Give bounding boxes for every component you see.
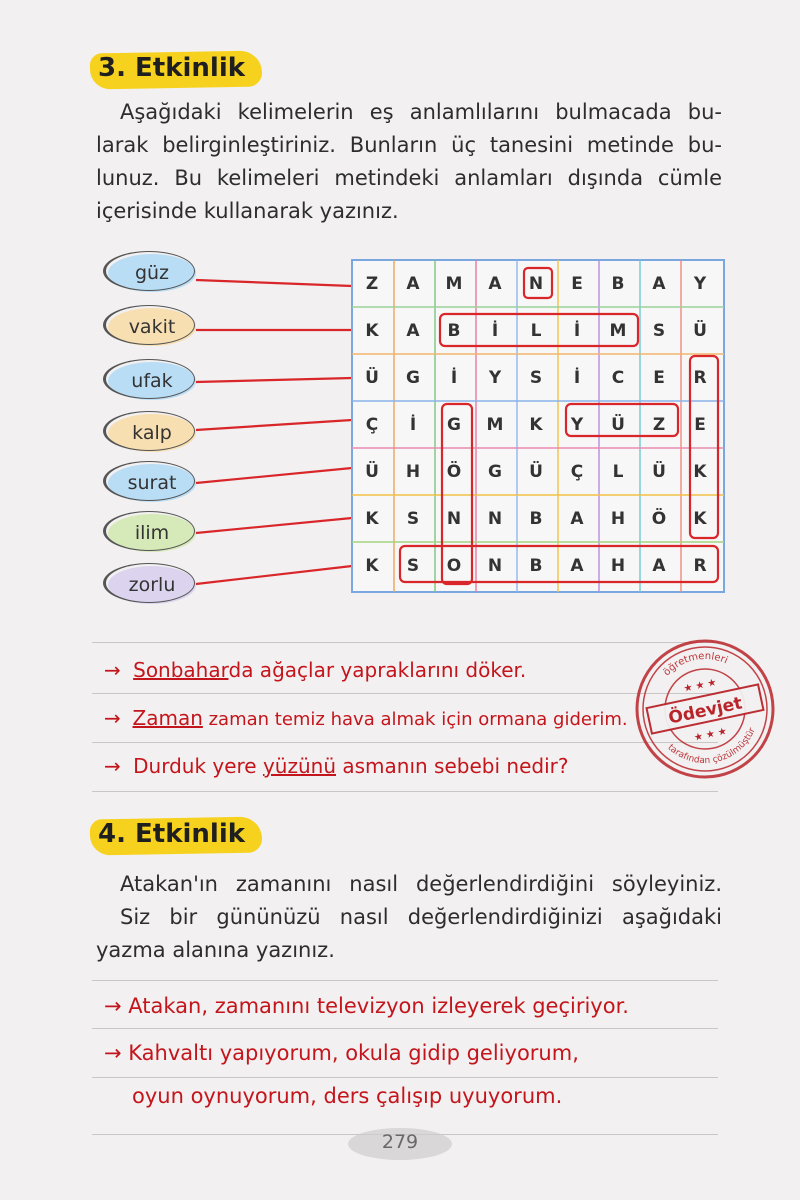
odevjet-stamp — [632, 636, 778, 782]
grid-cell: Ü — [365, 368, 379, 388]
star-icon: ★ ★ ★ — [682, 677, 718, 695]
grid-cell: A — [652, 274, 666, 294]
grid-cell: O — [446, 556, 462, 576]
grid-cell: Y — [570, 415, 584, 435]
word-label: zorlu — [128, 574, 176, 596]
grid-cell: N — [446, 509, 462, 529]
grid-cell: İ — [573, 368, 581, 388]
grid-cell: Ç — [365, 415, 379, 435]
grid-cell: İ — [491, 321, 499, 341]
grid-cell: A — [406, 321, 420, 341]
grid-cell: N — [528, 274, 544, 294]
grid-cell: L — [612, 462, 624, 482]
grid-cell: Ö — [651, 509, 667, 529]
puzzle-grid — [352, 260, 724, 592]
grid-cell: Y — [488, 368, 502, 388]
grid-cell: K — [529, 415, 543, 435]
arrow-icon: → — [104, 706, 121, 730]
grid-cell: K — [365, 556, 379, 576]
grid-cell: K — [365, 321, 379, 341]
grid-cell: B — [529, 556, 543, 576]
grid-cell: Ö — [446, 462, 462, 482]
grid-cell: M — [609, 321, 627, 341]
instruction-line: larak belirginleştiriniz. Bunların üç tanesini metinde bu- — [96, 133, 722, 157]
answer-text: da ağaçlar yapraklarını döker. — [228, 658, 527, 682]
grid-cell: A — [570, 556, 584, 576]
word-label: kalp — [132, 422, 172, 444]
answer-text: asmanın sebebi nedir? — [336, 754, 569, 778]
grid-cell: Ç — [570, 462, 584, 482]
grid-cell: K — [365, 509, 379, 529]
connector-line — [196, 518, 352, 533]
activity-3-title: 3. Etkinlik — [98, 53, 246, 83]
grid-cell: İ — [573, 321, 581, 341]
grid-cell: Ü — [693, 321, 707, 341]
grid-cell: R — [693, 556, 707, 576]
instruction-line: yazma alanına yazınız. — [96, 938, 335, 962]
activity-4-title: 4. Etkinlik — [98, 819, 246, 849]
grid-cell: A — [406, 274, 420, 294]
connector-line — [196, 378, 352, 382]
word-label: surat — [127, 472, 177, 494]
writing-rule — [92, 742, 718, 743]
grid-cell: B — [447, 321, 461, 341]
grid-cell: A — [570, 509, 584, 529]
grid-cell: K — [693, 509, 707, 529]
grid-cell: E — [653, 368, 665, 388]
page-number: 279 — [381, 1131, 419, 1153]
instruction-line: içerisinde kullanarak yazınız. — [96, 199, 399, 223]
grid-cell: M — [445, 274, 463, 294]
grid-cell: S — [652, 321, 666, 341]
connector-line — [196, 280, 352, 286]
grid-cell: S — [406, 509, 420, 529]
grid-cell: Z — [365, 274, 379, 294]
arrow-icon: → — [104, 754, 121, 778]
grid-cell: H — [610, 509, 626, 529]
grid-cell: Y — [693, 274, 707, 294]
grid-cell: L — [530, 321, 542, 341]
word-label: güz — [134, 262, 170, 284]
grid-cell: G — [447, 415, 461, 435]
activity-4-instructions — [96, 868, 722, 967]
grid-cell: İ — [450, 368, 458, 388]
instruction-line: lunuz. Bu kelimeleri metindeki anlamları dışında cümle — [96, 166, 722, 190]
grid-cell: A — [652, 556, 666, 576]
grid-cell: Ü — [529, 462, 543, 482]
answer-text: zaman temiz hava almak için ormana giderim. — [202, 709, 628, 730]
writing-rule — [92, 791, 718, 792]
answer-sentence-1 — [104, 658, 526, 682]
answer-text: Durduk yere — [133, 754, 263, 778]
answer-sentence-2 — [104, 706, 628, 730]
writing-rule — [92, 1028, 718, 1029]
grid-cell: S — [529, 368, 543, 388]
instruction-line: Aşağıdaki kelimelerin eş anlamlılarını bulmacada bu- — [120, 100, 722, 124]
connector-line — [196, 566, 352, 584]
writing-rule — [92, 642, 718, 643]
grid-cell: B — [611, 274, 625, 294]
grid-cell: Ü — [365, 462, 379, 482]
activity-4-answer-3: oyun oynuyorum, ders çalışıp uyuyorum. — [132, 1084, 563, 1108]
answer-keyword: Zaman — [132, 706, 203, 730]
grid-cell: E — [571, 274, 583, 294]
connector-line — [196, 468, 352, 483]
instruction-line: Atakan'ın zamanını nasıl değerlendirdiğini söyleyiniz. — [120, 872, 722, 896]
grid-cell: H — [405, 462, 421, 482]
arrow-icon: → — [104, 658, 121, 682]
instruction-line: Siz bir gününüzü nasıl değerlendirdiğinizi aşağıdaki — [120, 905, 722, 929]
answer-keyword: yüzünü — [262, 754, 337, 778]
grid-cell: A — [488, 274, 502, 294]
answer-sentence-3 — [104, 754, 568, 778]
word-label: ufak — [131, 370, 173, 392]
grid-cell: G — [488, 462, 502, 482]
stamp-bottom-text: tarafından çözülmüştür — [665, 726, 758, 767]
grid-cell: Z — [652, 415, 666, 435]
grid-cell: İ — [409, 415, 417, 435]
word-label: ilim — [134, 522, 170, 544]
writing-rule — [92, 980, 718, 981]
connector-line — [196, 420, 352, 430]
grid-cell: H — [610, 556, 626, 576]
grid-cell: N — [487, 509, 503, 529]
grid-cell: E — [694, 415, 706, 435]
star-icon: ★ ★ ★ — [693, 726, 728, 744]
answer-keyword: Sonbahar — [133, 658, 229, 682]
stamp-seal — [632, 636, 778, 782]
grid-cell: G — [406, 368, 420, 388]
grid-cell: K — [693, 462, 707, 482]
grid-cell: M — [486, 415, 504, 435]
grid-cell: N — [487, 556, 503, 576]
activity-4-answer-1: → Atakan, zamanını televizyon izleyerek geçiriyor. — [104, 994, 629, 1018]
grid-cell: R — [693, 368, 707, 388]
word-label: vakit — [128, 316, 176, 338]
grid-cell: C — [611, 368, 625, 388]
activity-4-answer-2: → Kahvaltı yapıyorum, okula gidip geliyorum, — [104, 1041, 579, 1065]
writing-rule — [92, 1077, 718, 1078]
grid-cell: Ü — [611, 415, 625, 435]
writing-rule — [92, 693, 718, 694]
stamp-brand: Ödevjet — [666, 693, 745, 729]
grid-cell: B — [529, 509, 543, 529]
grid-cell: S — [406, 556, 420, 576]
grid-cell: Ü — [652, 462, 666, 482]
stamp-top-text: öğretmenleri — [661, 650, 730, 679]
